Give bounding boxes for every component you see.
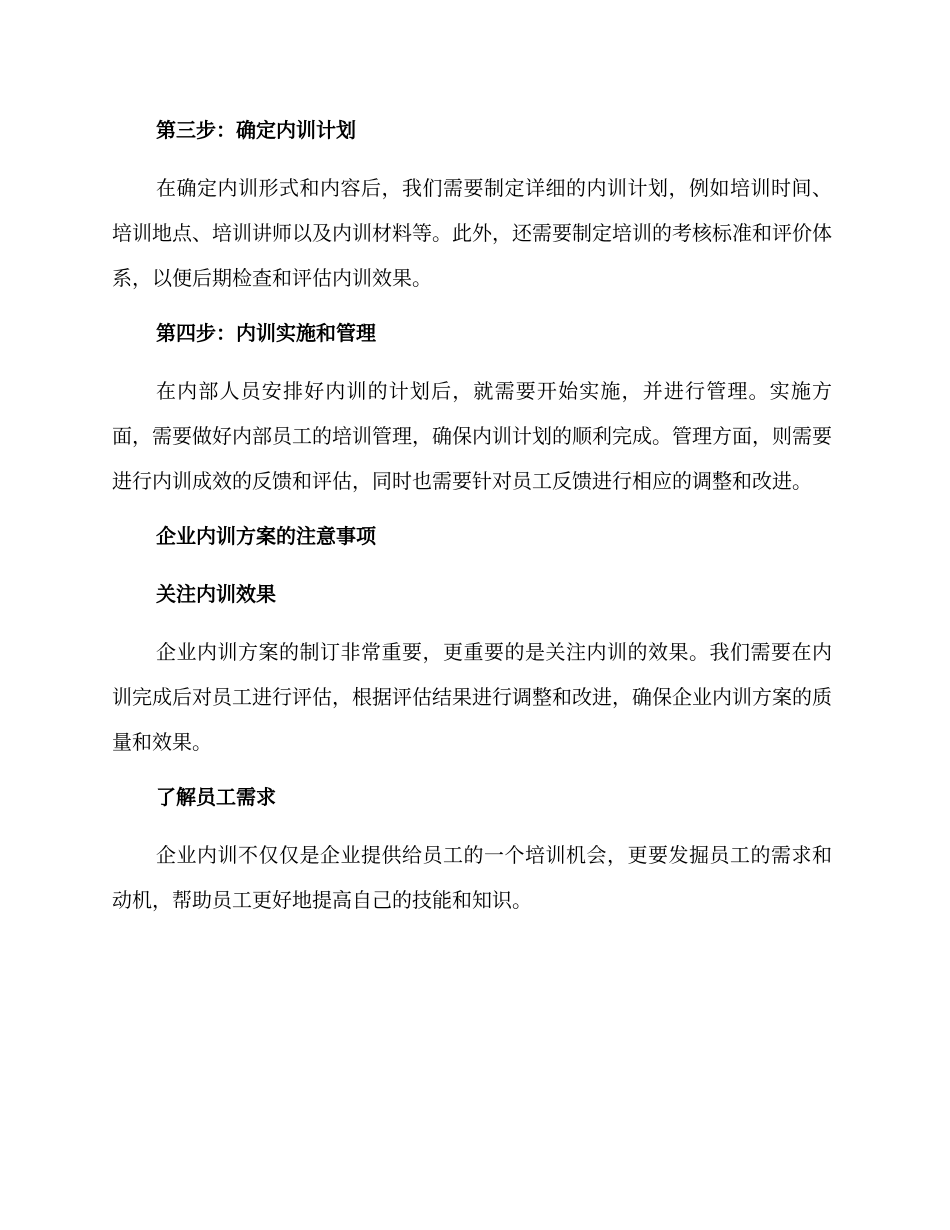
section-heading-training-effect: 关注内训效果 [156, 582, 276, 606]
section-heading-step-three: 第三步：确定内训计划 [156, 118, 356, 142]
section-heading-notes: 企业内训方案的注意事项 [156, 524, 376, 548]
section-paragraph-training-effect: 企业内训方案的制订非常重要，更重要的是关注内训的效果。我们需要在内训完成后对员工进行评估，根据评估结果进行调整和改进，确保企业内训方案的质量和效果。 [112, 640, 832, 754]
section-paragraph-step-four: 在内部人员安排好内训的计划后，就需要开始实施，并进行管理。实施方面，需要做好内部员工的培训管理，确保内训计划的顺利完成。管理方面，则需要进行内训成效的反馈和评估，同时也需要针对员工反馈进行相应的调整和改进。 [112, 379, 832, 493]
section-heading-employee-needs: 了解员工需求 [156, 785, 276, 809]
section-paragraph-employee-needs: 企业内训不仅仅是企业提供给员工的一个培训机会，更要发掘员工的需求和动机，帮助员工更好地提高自己的技能和知识。 [112, 843, 832, 912]
section-heading-step-four: 第四步：内训实施和管理 [156, 321, 376, 345]
document-page [112, 112, 832, 923]
section-paragraph-step-three: 在确定内训形式和内容后，我们需要制定详细的内训计划，例如培训时间、培训地点、培训讲师以及内训材料等。此外，还需要制定培训的考核标准和评价体系，以便后期检查和评估内训效果。 [112, 176, 832, 290]
